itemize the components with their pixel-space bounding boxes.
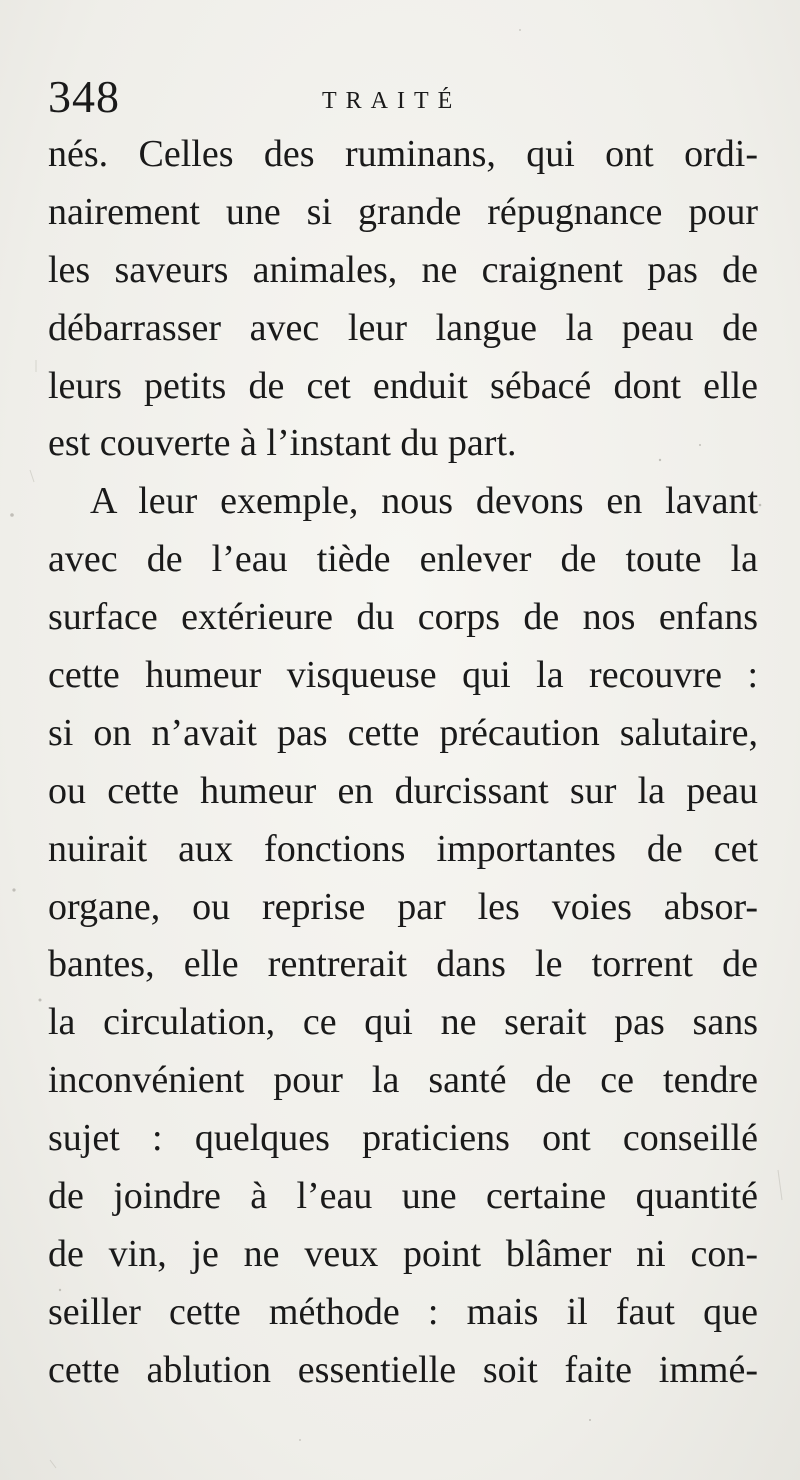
- text-line: organe, ou reprise par les voies absor-: [48, 885, 758, 928]
- page-number: 348: [48, 71, 120, 122]
- text-line: est couverte à l’instant du part.: [48, 422, 517, 465]
- text-line: avec de l’eau tiède enlever de toute la: [48, 538, 758, 581]
- text-line: surface extérieure du corps de nos enfans: [48, 596, 758, 639]
- text-line: les saveurs animales, ne craignent pas de: [48, 248, 758, 291]
- text-line: nairement une si grande répugnance pour: [48, 190, 758, 233]
- paragraph-start-line: A leur exemple, nous devons en lavant: [90, 480, 758, 523]
- text-line: leurs petits de cet enduit sébacé dont elle: [48, 364, 758, 407]
- text-line: cette humeur visqueuse qui la recouvre :: [48, 654, 758, 697]
- running-title: TRAITÉ: [322, 88, 462, 114]
- text-line: la circulation, ce qui ne serait pas sans: [48, 1001, 758, 1044]
- text-line: débarrasser avec leur langue la peau de: [48, 306, 758, 349]
- text-line: nés. Celles des ruminans, qui ont ordi-: [48, 133, 758, 175]
- text-line: de joindre à l’eau une certaine quantité: [48, 1175, 758, 1218]
- text-line: bantes, elle rentrerait dans le torrent de: [48, 943, 758, 986]
- text-line: inconvénient pour la santé de ce tendre: [48, 1059, 758, 1102]
- text-line: cette ablution essentielle soit faite immé-: [48, 1348, 758, 1391]
- body-text: [48, 126, 758, 1400]
- text-line: de vin, je ne veux point blâmer ni con-: [48, 1232, 758, 1275]
- text-line: ou cette humeur en durcissant sur la peau: [48, 769, 758, 812]
- page-header: [40, 62, 760, 122]
- text-line: nuirait aux fonctions importantes de cet: [48, 827, 758, 870]
- text-line: seiller cette méthode : mais il faut que: [48, 1290, 758, 1333]
- text-line: si on n’avait pas cette précaution salutaire,: [48, 711, 758, 754]
- text-line: sujet : quelques praticiens ont conseillé: [48, 1117, 758, 1160]
